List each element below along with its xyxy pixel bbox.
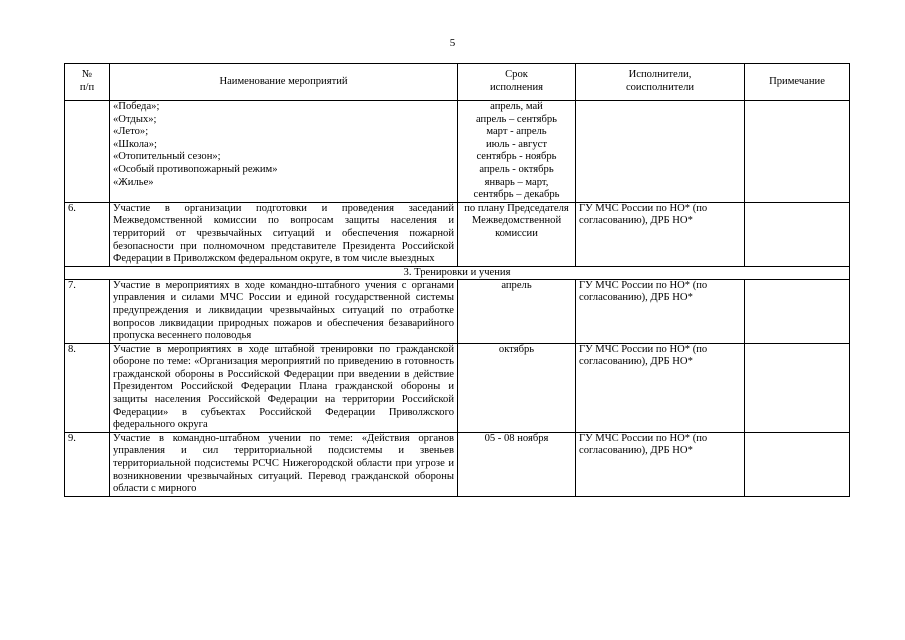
- row-executors: [576, 101, 745, 203]
- section-title: 3. Тренировки и учения: [65, 266, 850, 279]
- table-row: [65, 343, 850, 432]
- row-event-name: Участие в мероприятиях в ходе штабной тренировки по гражданской обороне по теме: «Организация мероприятий по приведению в готовность гражданской обороны в Российской Федерации при введении в действие Президентом Российской Федерации Плана гражданской обороны и защиты населения Российской Федерации на территории Российской Федерации» в субъектах Российской Федерации Приволжского федерального округа: [110, 343, 458, 432]
- row-term: апрель: [458, 279, 576, 343]
- header-term: Срок исполнения: [458, 64, 576, 101]
- header-number: № п/п: [65, 64, 110, 101]
- row-note: [745, 432, 850, 496]
- row-event-name: «Победа»; «Отдых»; «Лето»; «Школа»; «Отопительный сезон»; «Особый противопожарный режим» «Жилье»: [110, 101, 458, 203]
- table-row: [65, 279, 850, 343]
- row-number: 7.: [65, 279, 110, 343]
- header-event-name: Наименование мероприятий: [110, 64, 458, 101]
- row-event-name: Участие в мероприятиях в ходе командно-штабного учения с органами управления и силами МЧС России и единой государственной системы предупреждения и ликвидации чрезвычайных ситуаций по отработке вопросов ликвидации природных пожаров и обеспечения безаварийного пропуска весеннего половодья: [110, 279, 458, 343]
- row-term: по плану Председателя Межведомственной комиссии: [458, 202, 576, 266]
- row-number: 9.: [65, 432, 110, 496]
- row-executors: ГУ МЧС России по НО* (по согласованию), ДРБ НО*: [576, 202, 745, 266]
- table-header-row: [65, 64, 850, 101]
- events-plan-table: [64, 63, 850, 497]
- header-executors: Исполнители, соисполнители: [576, 64, 745, 101]
- row-event-name: Участие в организации подготовки и проведения заседаний Межведомственной комиссии по вопросам защиты населения и территорий от чрезвычайных ситуаций и обеспечения пожарной безопасности при полномочном представителе Президента Российской Федерации в Приволжском федеральном округе, в том числе выездных: [110, 202, 458, 266]
- header-note: Примечание: [745, 64, 850, 101]
- row-executors: ГУ МЧС России по НО* (по согласованию), ДРБ НО*: [576, 279, 745, 343]
- row-event-name: Участие в командно-штабном учении по теме: «Действия органов управления и сил территориальной подсистемы и звеньев территориальной подсистемы РСЧС Нижегородской области при угрозе и возникновении чрезвычайных ситуаций. Перевод гражданской обороны области с мирного: [110, 432, 458, 496]
- row-number: [65, 101, 110, 203]
- row-note: [745, 101, 850, 203]
- row-number: 8.: [65, 343, 110, 432]
- table-row: [65, 101, 850, 203]
- row-note: [745, 343, 850, 432]
- table-row: [65, 432, 850, 496]
- row-number: 6.: [65, 202, 110, 266]
- row-term: апрель, май апрель – сентябрь март - апрель июль - август сентябрь - ноябрь апрель - октябрь январь – март, сентябрь – декабрь: [458, 101, 576, 203]
- page-number: 5: [449, 37, 456, 49]
- row-executors: ГУ МЧС России по НО* (по согласованию), ДРБ НО*: [576, 432, 745, 496]
- row-term: 05 - 08 ноября: [458, 432, 576, 496]
- row-term: октябрь: [458, 343, 576, 432]
- row-note: [745, 279, 850, 343]
- row-executors: ГУ МЧС России по НО* (по согласованию), ДРБ НО*: [576, 343, 745, 432]
- table-row: [65, 202, 850, 266]
- row-note: [745, 202, 850, 266]
- section-row: [65, 266, 850, 279]
